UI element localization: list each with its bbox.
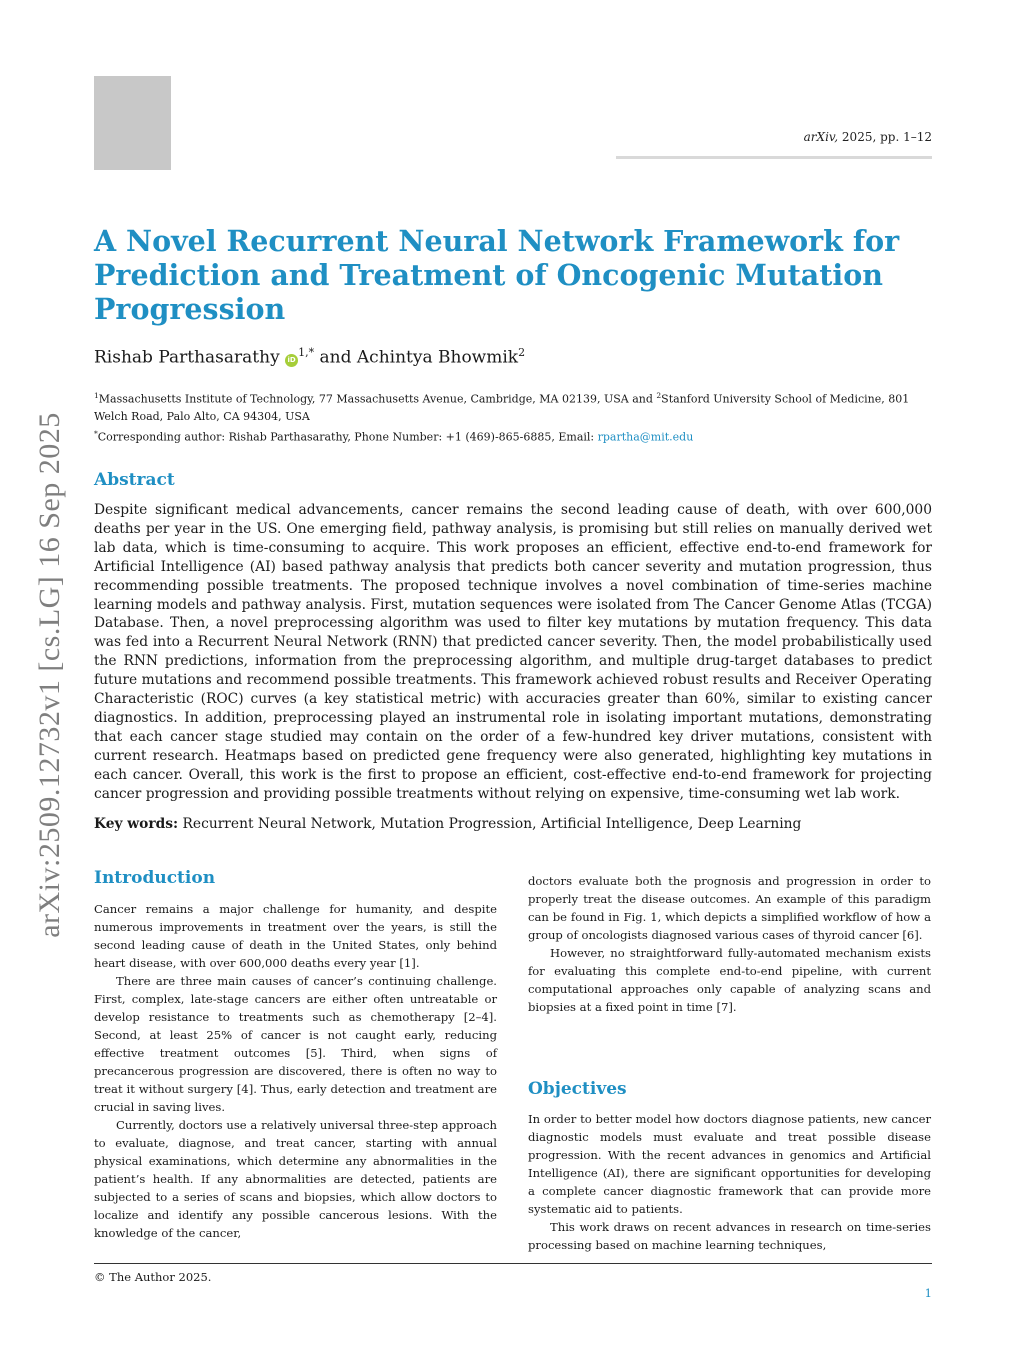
intro-paragraph-5: However, no straightforward fully-automated mechanism exists for evaluating this complete end-to-end pipeline, with current computational approaches only capable of analyzing scans and biopsies at a fixed point in time [7]. <box>528 946 931 1014</box>
abstract-heading: Abstract <box>94 470 175 490</box>
introduction-heading: Introduction <box>94 868 216 888</box>
keywords-text: Recurrent Neural Network, Mutation Progression, Artificial Intelligence, Deep Learning <box>178 816 802 832</box>
journal-header <box>804 130 932 144</box>
intro-paragraph-3: Currently, doctors use a relatively universal three-step approach to evaluate, diagnose, and treat cancer, starting with annual physical examinations, which determine any abnormalities in the patient’s health. If any abnormalities are detected, patients are subjected to a series of scans and biopsies, which allow doctors to localize and identify any possible cancerous lesions. With the knowledge of the cancer, <box>94 1118 497 1240</box>
affiliation-stanford: Stanford University School of Medicine, 801 Welch Road, Palo Alto, CA 94304, USA <box>94 392 910 423</box>
affiliations <box>94 387 934 445</box>
header-rule <box>616 156 932 159</box>
author-list <box>94 346 525 368</box>
corresponding-author-text: Corresponding author: Rishab Parthasarathy, Phone Number: +1 (469)-865-6885, Email: <box>97 430 598 444</box>
objectives-paragraph-2: This work draws on recent advances in research on time-series processing based on machine learning techniques, <box>528 1220 931 1252</box>
journal-year-pages: 2025, pp. 1–12 <box>841 130 932 144</box>
affiliation-mark-2: 2 <box>656 391 662 400</box>
intro-paragraph-2: There are three main causes of cancer’s continuing challenge. First, complex, late-stage cancers are either often untreatable or develop resistance to treatments such as chemotherapy [2–4]. Second, at least 25% of cancer is not caught early, reducing effective treatment outcomes [5]. Third, when signs of precancerous progression are discovered, there is often no way to treat it without surgery [4]. Thus, early detection and treatment are crucial in saving lives. <box>94 974 497 1114</box>
objectives-column <box>528 1110 931 1254</box>
introduction-column-right <box>528 872 931 1016</box>
journal-logo-placeholder <box>94 76 171 170</box>
corresponding-author-line <box>94 425 934 446</box>
footer-rule <box>94 1263 932 1264</box>
arxiv-stamp-text: arXiv:2509.12732v1 [cs.LG] 16 Sep 2025 <box>33 412 66 938</box>
affiliation-mark-1: 1 <box>94 391 99 400</box>
corresponding-email-link[interactable]: rpartha@mit.edu <box>597 430 694 444</box>
author-1-affiliation-mark: 1,* <box>298 346 315 359</box>
author-2-affiliation-mark: 2 <box>518 346 526 359</box>
introduction-column-left <box>94 900 497 1242</box>
intro-paragraph-1: Cancer remains a major challenge for humanity, and despite numerous improvements in treatment over the years, is still the second leading cause of death in the United States, only behind heart disease, with over 600,000 deaths every year [1]. <box>94 902 497 970</box>
orcid-icon[interactable]: iD <box>285 354 298 367</box>
affiliation-mit: Massachusetts Institute of Technology, 77 Massachusetts Avenue, Cambridge, MA 02139, USA and <box>98 392 657 406</box>
author-1: Rishab Parthasarathy <box>94 347 280 368</box>
intro-paragraph-4: doctors evaluate both the prognosis and progression in order to properly treat the disease outcomes. An example of this paradigm can be found in Fig. 1, which depicts a simplified workflow of how a group of oncologists diagnosed various cases of thyroid cancer [6]. <box>528 874 931 942</box>
copyright-notice: © The Author 2025. <box>94 1270 212 1284</box>
keywords-label: Key words: <box>94 816 179 832</box>
corresponding-mark: * <box>94 428 98 438</box>
page-number: 1 <box>924 1286 932 1300</box>
keywords <box>94 816 932 832</box>
journal-name: arXiv, <box>803 130 839 144</box>
abstract-text: Despite significant medical advancements, cancer remains the second leading cause of death, with over 600,000 deaths per year in the US. One emerging field, pathway analysis, is promising but still relies on manually derived wet lab data, which is time-consuming to acquire. This work proposes an efficient, effective end-to-end framework for Artificial Intelligence (AI) based pathway analysis that predicts both cancer severity and mutation progression, thus recommending possible treatments. The proposed technique involves a novel combination of time-series machine learning models and pathway analysis. First, mutation sequences were isolated from The Cancer Genome Atlas (TCGA) Database. Then, a novel preprocessing algorithm was used to filter key mutations by mutation frequency. This data was fed into a Recurrent Neural Network (RNN) that predicted cancer severity. Then, the model probabilistically used the RNN predictions, information from the preprocessing algorithm, and multiple drug-target databases to predict future mutations and recommend possible treatments. This framework achieved robust results and Receiver Operating Characteristic (ROC) curves (a key statistical metric) with accuracies greater than 60%, similar to existing cancer diagnostics. In addition, preprocessing played an instrumental role in isolating important mutations, demonstrating that each cancer stage studied may contain on the order of a few-hundred key driver mutations, consistent with current research. Heatmaps based on predicted gene frequency were also generated, highlighting key mutations in each cancer. Overall, this work is the first to propose an efficient, cost-effective end-to-end framework for projecting cancer progression and providing possible treatments without relying on expensive, time-consuming wet lab work. <box>94 502 932 802</box>
author-2: Achintya Bhowmik <box>356 347 519 368</box>
author-conjunction: and <box>314 347 357 368</box>
objectives-heading: Objectives <box>528 1079 627 1099</box>
affiliation-line <box>94 387 934 425</box>
paper-title: A Novel Recurrent Neural Network Framework for Prediction and Treatment of Oncogenic Mutation Progression <box>94 224 900 326</box>
objectives-paragraph-1: In order to better model how doctors diagnose patients, new cancer diagnostic models must evaluate and treat possible disease progression. With the recent advances in genomics and Artificial Intelligence (AI), there are significant opportunities for developing a complete cancer diagnostic framework that can provide more systematic aid to patients. <box>528 1112 931 1216</box>
